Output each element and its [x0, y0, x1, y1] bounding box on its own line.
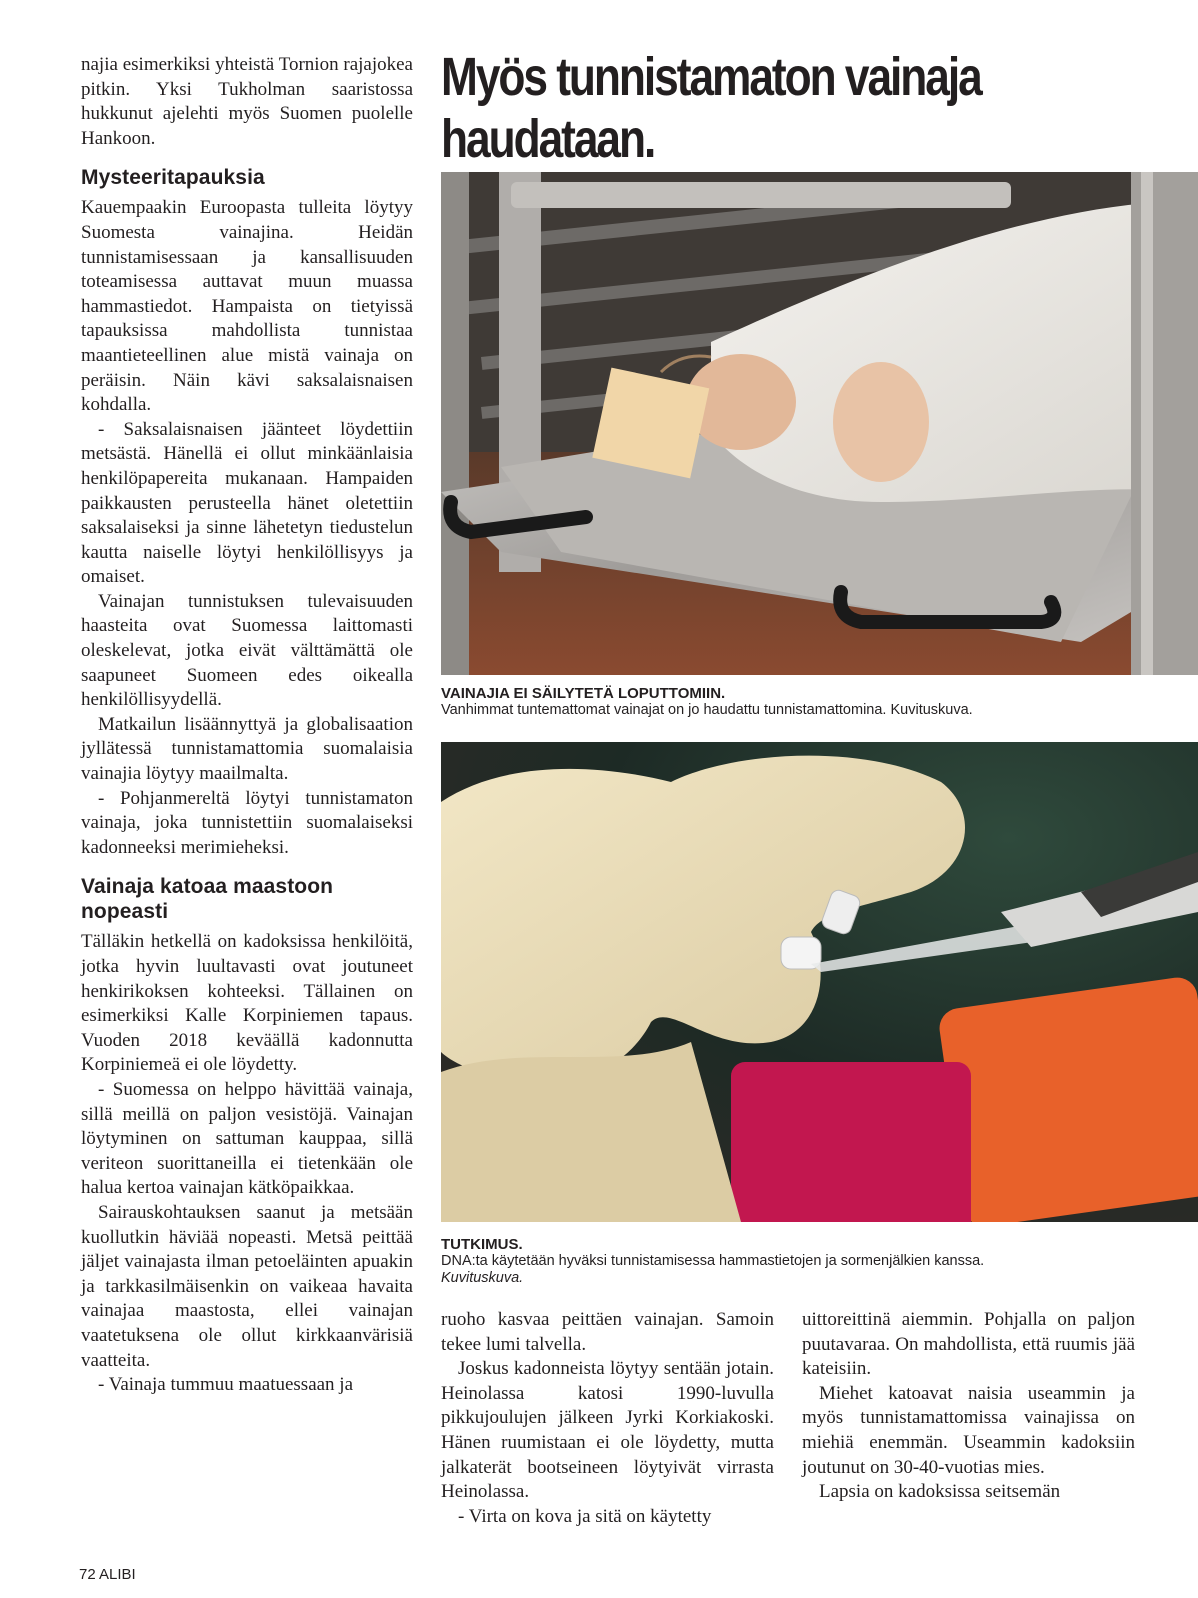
paragraph: ruoho kasvaa peittäen vainajan. Samoin tekee lumi talvella. — [441, 1309, 774, 1355]
morgue-drawer-photo — [441, 172, 1198, 675]
paragraph: - Virta on kova ja sitä on käytetty — [458, 1505, 712, 1527]
paragraph: najia esimerkiksi yhteistä Tornion rajajokea pitkin. Yksi Tukholman saaristossa hukkunut ajelehti myös Suomen puolelle Hankoon. — [81, 54, 413, 149]
caption-credit: Kuvituskuva. — [441, 1270, 524, 1286]
article-column-2 — [441, 1308, 774, 1529]
paragraph: Lapsia on kadoksissa seitsemän — [819, 1481, 1061, 1503]
photo-caption-1 — [441, 685, 1191, 719]
paragraph: uittoreittinä aiemmin. Pohjalla on paljon puutavaraa. On mahdollista, että ruumis jää kateisiin. — [802, 1309, 1135, 1380]
paragraph: Kauempaakin Euroopasta tulleita löytyy Suomesta vainajina. Heidän tunnistamisessaan ja kansallisuuden toteamisessa auttavat muun muassa hammastiedot. Hampaista on tietyissä tapauksissa mahdollista tunnistaa maantieteellinen alue mistä vainaja on peräisin. Näin kävi saksalaisnaisen kohdalla. — [81, 197, 413, 416]
article-column-3 — [802, 1308, 1135, 1505]
subheading-vainaja-katoaa: Vainaja katoaa maastoon nopeasti — [81, 875, 334, 924]
paragraph: Matkailun lisäännyttyä ja globalisaation jyllätessä tunnistamattomia suomalaisia vainajia löytyy maailmalta. — [81, 713, 413, 785]
photo-caption-2 — [441, 1236, 1191, 1287]
dna-pipette-photo — [441, 742, 1198, 1222]
paragraph: - Vainaja tummuu maatuessaan ja — [98, 1374, 354, 1396]
subheading-mysteeritapauksia: Mysteeritapauksia — [81, 166, 265, 190]
paragraph: - Pohjanmereltä löytyi tunnistamaton vainaja, joka tunnistettiin suomalaiseksi kadonneeksi merimieheksi. — [81, 787, 413, 858]
caption-title: TUTKIMUS. — [441, 1236, 523, 1253]
paragraph: Vainajan tunnistuksen tulevaisuuden haasteita ovat Suomessa laittomasti oleskelevat, jotka eivät välttämättä ole saapuneet Suomeen edes oikealla henkilöllisyydellä. — [81, 590, 413, 711]
paragraph: Joskus kadonneista löytyy sentään jotain. Heinolassa katosi 1990-luvulla pikkujoulujen jälkeen Jyrki Korkiakoski. Hänen ruumistaan ei ole löydetty, mutta jalkaterät bootseineen löytyivät virrasta Heinolassa. — [441, 1358, 774, 1503]
caption-text: Vanhimmat tuntemattomat vainajat on jo haudattu tunnistamattomina. Kuvituskuva. — [441, 702, 973, 718]
paragraph: Sairauskohtauksen saanut ja metsään kuollutkin häviää nopeasti. Metsä peittää jäljet vainajasta ilman petoeläinten apuakin ja tarkkasilmäisenkin on vaikeaa havaita vainajaa maastosta, ellei vainajan vaatetuksena ole ollut kirkkaanvärisiä vaatteita. — [81, 1201, 413, 1371]
paragraph: - Suomessa on helppo hävittää vainaja, sillä meillä on paljon vesistöjä. Vainajan löytyminen on sattuman kauppaa, sillä veriteon suorittaneilla ei tietenkään ole halua kertoa vainajan kätköpaikkaa. — [81, 1078, 413, 1199]
article-headline: Myös tunnistamaton vainaja haudataan. — [441, 47, 981, 169]
page-folio: 72 ALIBI — [79, 1566, 136, 1583]
caption-title: VAINAJIA EI SÄILYTETÄ LOPUTTOMIIN. — [441, 685, 726, 702]
caption-text: DNA:ta käytetään hyväksi tunnistamisessa hammastietojen ja sormenjälkien kanssa. — [441, 1253, 985, 1269]
paragraph: - Saksalaisnaisen jäänteet löydettiin metsästä. Hänellä ei ollut minkäänlaisia henkilöpapereita mukanaan. Hampaiden paikkausten perusteella hänet oletettiin saksalaiseksi ja sinne lähetetyn tiedustelun kautta naiselle löytyi henkilöllisyys ja omaiset. — [81, 418, 413, 588]
paragraph: Tälläkin hetkellä on kadoksissa henkilöitä, jotka hyvin luultavasti ovat joutuneet henkirikoksen kohteeksi. Tällainen on esimerkiksi Kalle Korpiniemen tapaus. Vuoden 2018 keväällä kadonnutta Korpiniemeä ei ole löydetty. — [81, 931, 413, 1076]
paragraph: Miehet katoavat naisia useammin ja myös tunnistamattomissa vainajissa on miehiä enemmän. Useammin kadoksiin joutunut on 30-40-vuotias mies. — [802, 1382, 1135, 1478]
article-column-1 — [81, 53, 413, 1398]
